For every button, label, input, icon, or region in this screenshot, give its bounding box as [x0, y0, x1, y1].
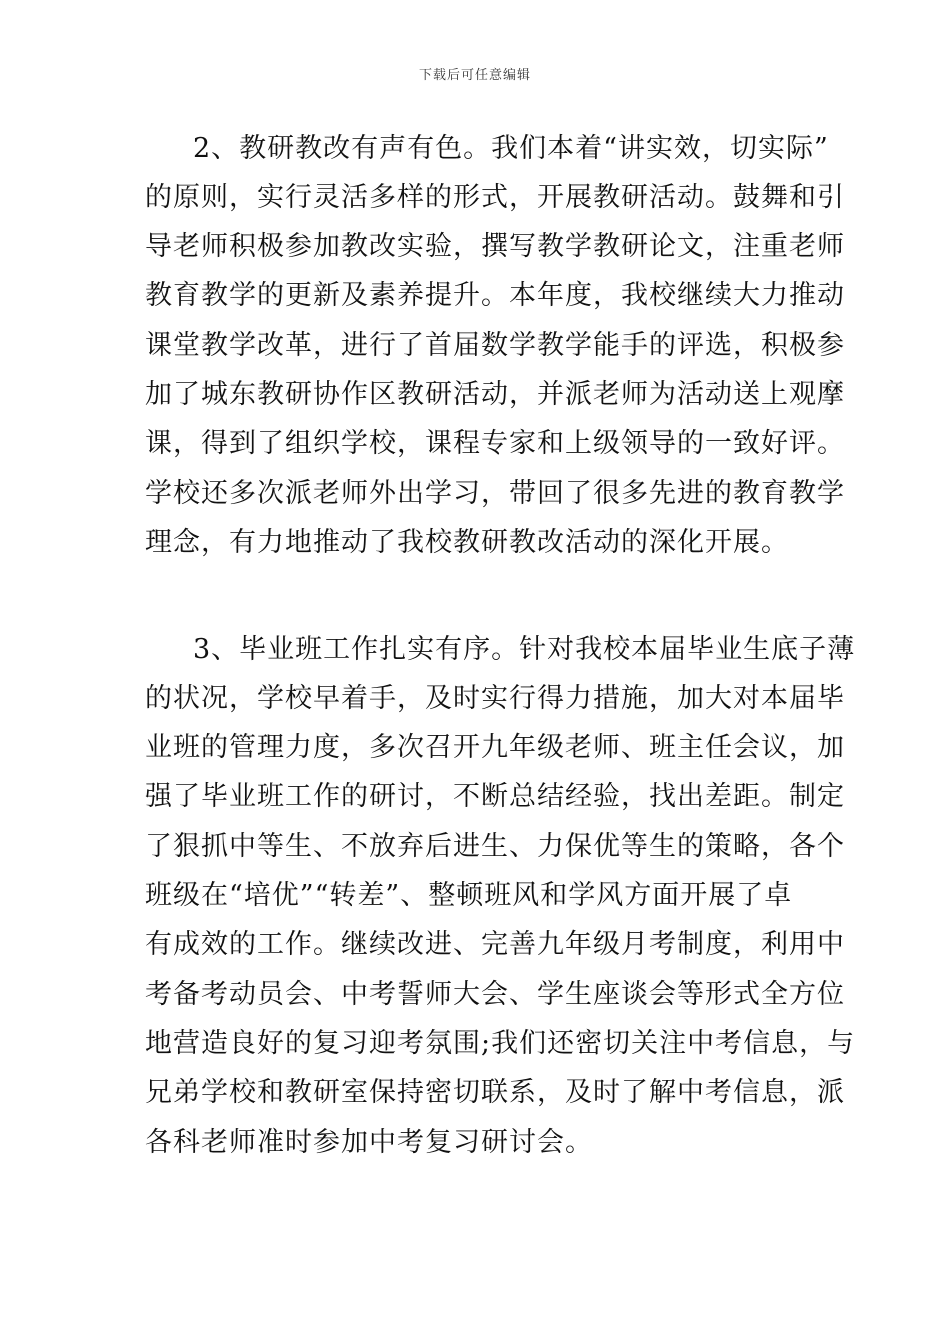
paragraph-line: 课，得到了组织学校，课程专家和上级领导的一致好评。 [145, 428, 845, 459]
paragraph-line: 强了毕业班工作的研讨，不断总结经验，找出差距。制定 [145, 781, 845, 812]
paragraph-line: 班级在“培优”“转差”、整顿班风和学风方面开展了卓 [145, 880, 793, 911]
paragraph-line: 考备考动员会、中考誓师大会、学生座谈会等形式全方位 [145, 979, 845, 1010]
paragraph-line: 2、教研教改有声有色。我们本着“讲实效，切实际” [193, 133, 829, 164]
paragraph-line: 了狠抓中等生、不放弃后进生、力保优等生的策略，各个 [145, 831, 845, 862]
paragraph-line: 有成效的工作。继续改进、完善九年级月考制度，利用中 [145, 929, 845, 960]
paragraph-line: 业班的管理力度，多次召开九年级老师、班主任会议，加 [145, 732, 845, 763]
paragraph-line: 3、毕业班工作扎实有序。针对我校本届毕业生底子薄 [193, 634, 856, 665]
paragraph-line: 理念，有力地推动了我校教研教改活动的深化开展。 [145, 527, 789, 558]
paragraph-line: 地营造良好的复习迎考氛围;我们还密切关注中考信息，与 [145, 1028, 856, 1059]
paragraph-line: 教育教学的更新及素养提升。本年度，我校继续大力推动 [145, 280, 845, 311]
paragraph-line: 加了城东教研协作区教研活动，并派老师为活动送上观摩 [145, 379, 845, 410]
paragraph-line: 各科老师准时参加中考复习研讨会。 [145, 1127, 593, 1158]
paragraph-line: 课堂教学改革，进行了首届数学教学能手的评选，积极参 [145, 330, 845, 361]
paragraph-line: 学校还多次派老师外出学习，带回了很多先进的教育教学 [145, 478, 845, 509]
paragraph-line: 导老师积极参加教改实验，撰写教学教研论文，注重老师 [145, 231, 845, 262]
paragraph-line: 兄弟学校和教研室保持密切联系，及时了解中考信息，派 [145, 1077, 845, 1108]
paragraph-line: 的原则，实行灵活多样的形式，开展教研活动。鼓舞和引 [145, 182, 845, 213]
paragraph-line: 的状况，学校早着手，及时实行得力措施，加大对本届毕 [145, 683, 845, 714]
page-header: 下载后可任意编辑 [418, 68, 531, 83]
